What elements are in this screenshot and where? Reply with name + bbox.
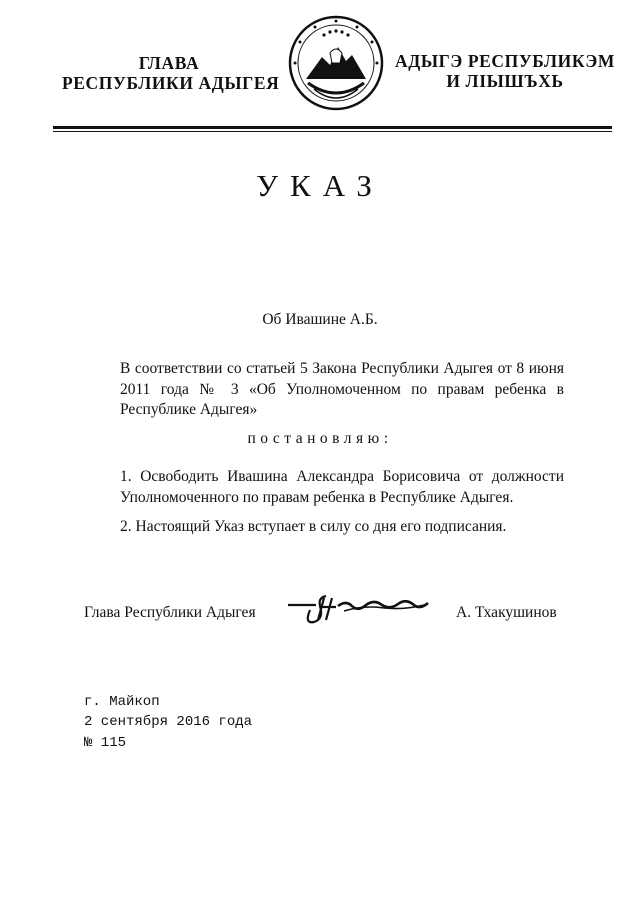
handwritten-signature-icon (286, 592, 436, 626)
issue-date: 2 сентября 2016 года (84, 714, 253, 730)
decree-item-2: 2. Настоящий Указ вступает в силу со дня его подписания. (120, 518, 507, 535)
decree-item-1 (84, 467, 564, 508)
document-number: № 115 (84, 735, 127, 751)
preamble-paragraph (84, 359, 564, 421)
issuer-line-1-adyghe: АДЫГЭ РЕСПУБЛИКЭМ (395, 51, 615, 71)
signatory-name: А. Тхакушинов (456, 604, 557, 621)
header-divider-thin (53, 131, 612, 132)
issuer-title-russian (62, 53, 280, 93)
issue-place: г. Майкоп (84, 694, 160, 710)
issuer-line-2: РЕСПУБЛИКИ АДЫГЕЯ (62, 73, 280, 93)
decree-item-1-text: 1. Освободить Ивашина Александра Борисовича от должности Уполномоченного по правам ребенка в Республике Адыгея. (120, 468, 564, 506)
coat-of-arms-icon (286, 13, 386, 113)
header-divider-thick (53, 126, 612, 129)
issuer-line-1: ГЛАВА (138, 53, 200, 73)
preamble-text: В соответствии со статьей 5 Закона Республики Адыгея от 8 июня 2011 года № 3 «Об Уполномоченном по правам ребенка в Республике Адыгея» (120, 360, 564, 418)
decree-word: постановляю: (247, 430, 393, 447)
signatory-position: Глава Республики Адыгея (84, 604, 256, 621)
issuer-line-2-adyghe: И ЛІЫШЪХЬ (446, 71, 564, 91)
document-title: УКАЗ (256, 168, 384, 203)
document-subject: Об Ивашине А.Б. (262, 311, 378, 328)
issuer-title-adyghe (394, 51, 616, 91)
